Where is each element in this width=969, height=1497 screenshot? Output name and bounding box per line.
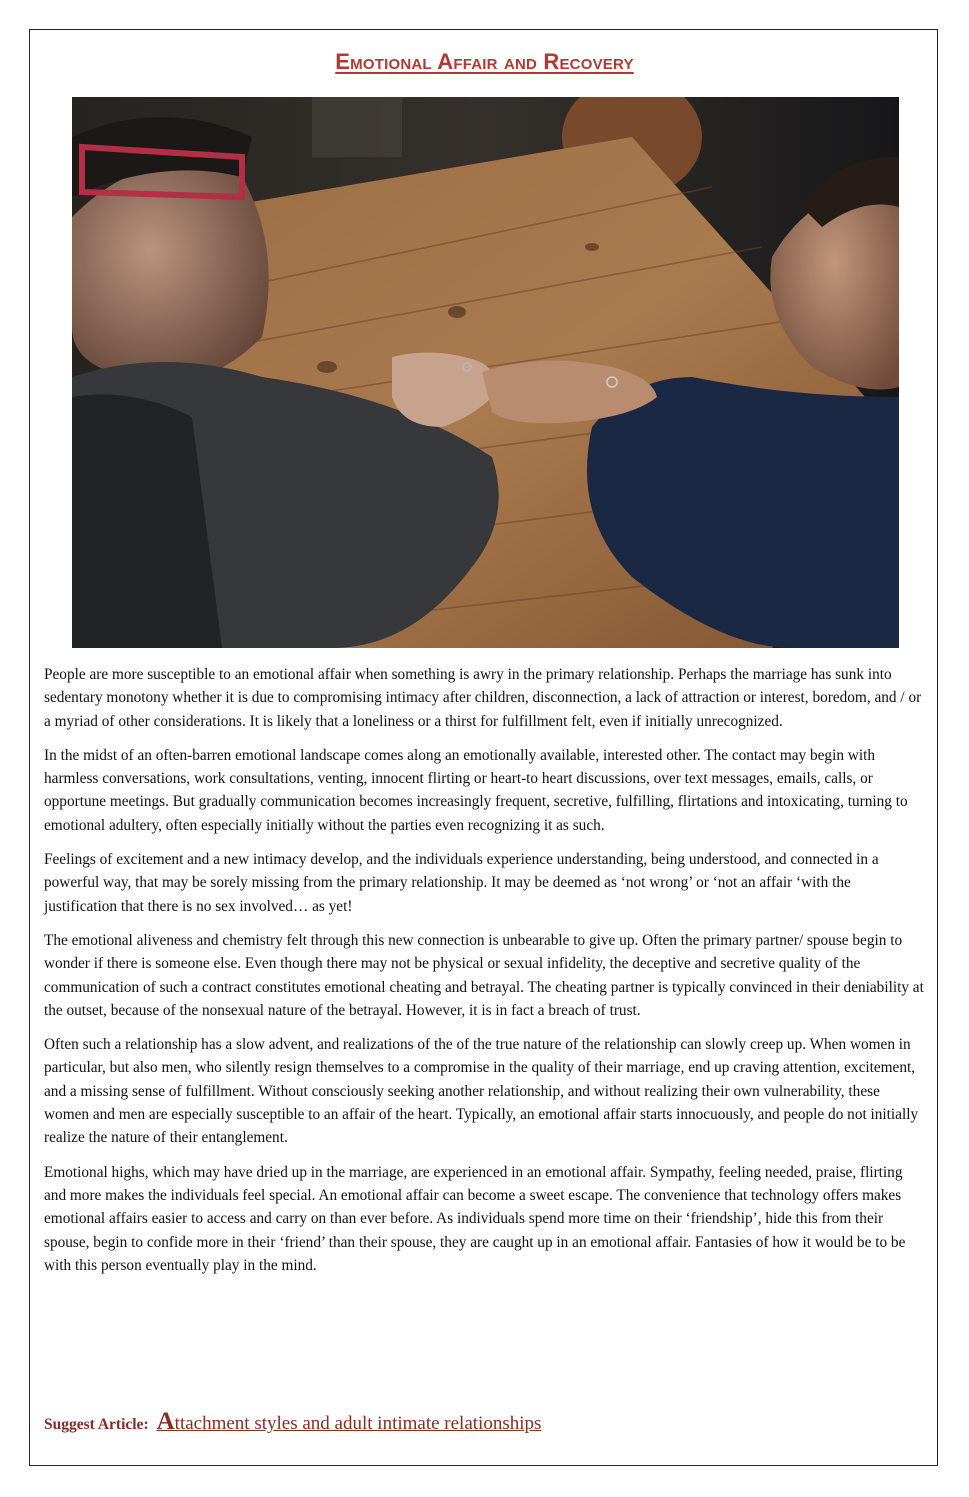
paragraph-1: People are more susceptible to an emotional affair when something is awry in the primary relationship. Perhaps the marriage has sunk into sedentary monotony whether it is due to compromising intimacy after children, disconnection, a lack of attraction or interest, boredom, and / or a myriad of other considerations. It is likely that a loneliness or a thirst for fulfillment felt, even if initially unrecognized. xyxy=(44,666,922,730)
suggest-label: Suggest Article: xyxy=(44,1416,149,1433)
link-text: ttachment styles and adult intimate relationships xyxy=(174,1413,542,1434)
suggested-article xyxy=(44,1408,541,1436)
couple-holding-hands-photo xyxy=(72,97,899,648)
link-first-letter: A xyxy=(156,1408,175,1435)
article-body xyxy=(44,663,926,1288)
paragraph-6: Emotional highs, which may have dried up in the marriage, are experienced in an emotional affair. Sympathy, feeling needed, praise, flirting and more makes the individuals feel special. An emotional affair can become a sweet escape. The convenience that technology offers makes emotional affairs easier to access and carry on than ever before. As individuals spend more time on their ‘friendship’, hide this from their spouse, begin to confide more in their ‘friend’ than their spouse, they are caught up in an emotional affair. Fantasies of how it would be to be with this person eventually play in the mind. xyxy=(44,1163,906,1274)
page-title-text: Emotional Affair and Recovery xyxy=(335,49,634,74)
paragraph-5: Often such a relationship has a slow advent, and realizations of the of the true nature of the relationship can slowly creep up. When women in particular, but also men, who silently resign themselves to a compromise in the quality of their marriage, end up craving attention, excitement, and a missing sense of fulfillment. Without consciously seeking another relationship, and without realizing their own vulnerability, these women and men are especially susceptible to an affair of the heart. Typically, an emotional affair starts innocuously, and people do not initially realize the nature of their entanglement. xyxy=(44,1036,919,1147)
photo-illustration xyxy=(72,97,899,648)
paragraph-3: Feelings of excitement and a new intimacy develop, and the individuals experience understanding, being understood, and connected in a powerful way, that may be sorely missing from the primary relationship. It may be deemed as ‘not wrong’ or ‘not an affair ‘with the justification that there is no sex involved… as yet! xyxy=(44,851,879,915)
paragraph-2: In the midst of an often-barren emotional landscape comes along an emotionally available, interested other. The contact may begin with harmless conversations, work consultations, venting, innocent flirting or heart-to heart discussions, over text messages, emails, calls, or opportune meetings. But gradually communication becomes increasingly frequent, secretive, fulfilling, flirtations and intoxicating, turning to emotional adultery, often especially initially without the parties even recognizing it as such. xyxy=(44,746,908,834)
page-title xyxy=(0,49,969,75)
suggested-article-link[interactable] xyxy=(156,1408,542,1435)
paragraph-4: The emotional aliveness and chemistry felt through this new connection is unbearable to give up. Often the primary partner/ spouse begin to wonder if there is someone else. Even though there may not be physical or sexual infidelity, the deceptive and secretive quality of the communication of such a contract constitutes emotional cheating and betrayal. The cheating partner is typically convinced in their deniability at the outset, because of the nonsexual nature of the betrayal. However, it is in fact a breach of trust. xyxy=(44,931,924,1019)
